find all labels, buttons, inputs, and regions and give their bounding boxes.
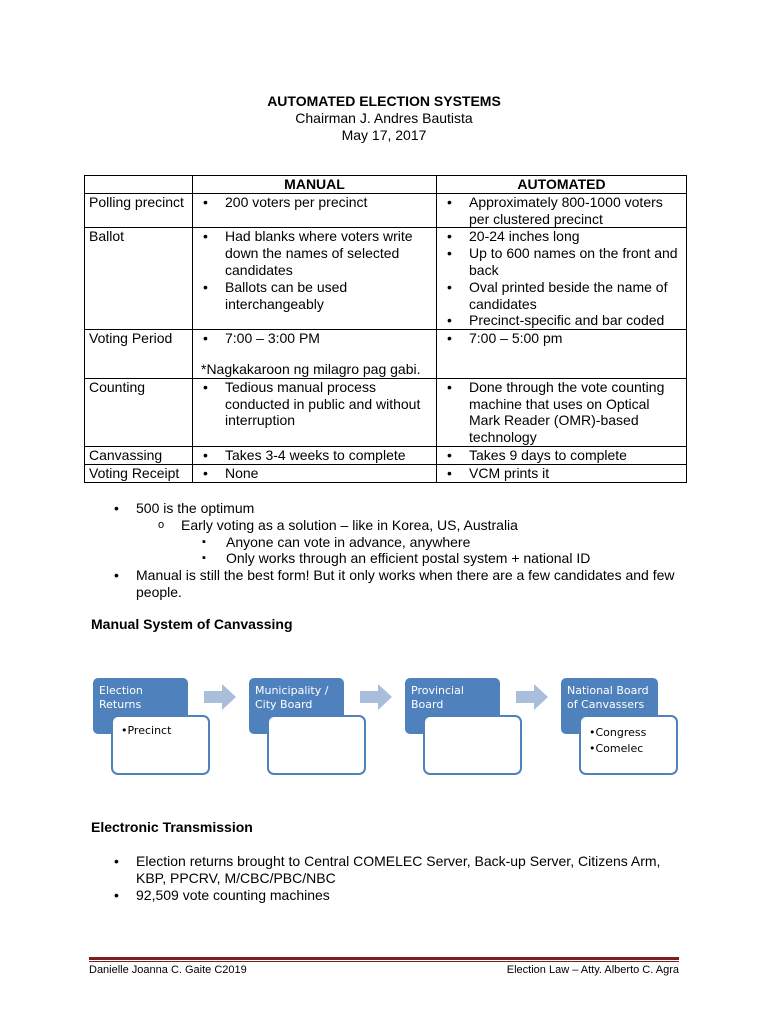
doc-date: May 17, 2017 — [341, 127, 427, 143]
table-row — [85, 464, 687, 482]
electronic-list — [110, 853, 690, 903]
list-item: • Done through the vote counting machine that uses on Optical Mark Reader (OMR)-based technology — [441, 379, 682, 446]
row-label: Polling precinct — [85, 193, 193, 228]
electronic-heading: Electronic Transmission — [91, 819, 253, 835]
manual-note: *Nagkakaroon ng milagro pag gabi. — [201, 360, 421, 377]
list-item: • Up to 600 names on the front and back — [441, 245, 682, 279]
list-item: • 20-24 inches long — [441, 228, 682, 245]
doc-subtitle: Chairman J. Andres Bautista — [295, 110, 473, 126]
footer-course: Election Law – Atty. Alberto C. Agra — [506, 964, 679, 976]
automated-cell — [437, 330, 687, 379]
flow-substep-box — [267, 715, 366, 775]
flow-substep-box — [579, 715, 678, 775]
page-footer — [89, 964, 679, 976]
list-item: • Approximately 800-1000 voters per clustered precinct — [441, 194, 682, 228]
flow-substep-box — [111, 715, 210, 775]
table-row — [85, 446, 687, 464]
document-header — [0, 93, 768, 144]
footer-author: Danielle Joanna C. Gaite C2019 — [89, 964, 247, 976]
list-item: • Had blanks where voters write down the names of selected candidates — [197, 228, 432, 278]
manual-cell — [193, 378, 437, 446]
manual-cell — [193, 464, 437, 482]
list-item: • None — [197, 465, 432, 482]
footer-divider-thin — [89, 961, 679, 962]
header-automated: AUTOMATED — [437, 176, 687, 194]
list-item: o Early voting as a solution – like in Korea, US, Australia — [110, 517, 690, 534]
automated-cell — [437, 193, 687, 228]
list-item: ▪ Only works through an efficient postal system + national ID — [110, 550, 690, 567]
right-arrow-icon — [516, 684, 548, 710]
right-arrow-icon — [204, 684, 236, 710]
flow-step-provincial-board: Provincial Board — [405, 678, 500, 734]
list-item: • Ballots can be used interchangeably — [197, 279, 432, 313]
table-row — [85, 193, 687, 228]
doc-title: AUTOMATED ELECTION SYSTEMS — [267, 93, 501, 109]
manual-cell — [193, 228, 437, 330]
table-header-row — [85, 176, 687, 194]
automated-cell — [437, 464, 687, 482]
list-item: • Takes 3-4 weeks to complete — [197, 447, 432, 464]
list-item: • 92,509 vote counting machines — [110, 887, 690, 904]
manual-cell — [193, 330, 437, 379]
manual-cell — [193, 193, 437, 228]
flow-substep-box — [423, 715, 522, 775]
flow-step-national-board-of-canvassers: National Board of Canvassers — [561, 678, 658, 734]
list-item: • 7:00 – 3:00 PM — [197, 330, 432, 347]
comparison-table — [84, 175, 687, 483]
row-label: Voting Receipt — [85, 464, 193, 482]
automated-cell — [437, 446, 687, 464]
automated-cell — [437, 378, 687, 446]
flow-subitem: •Precinct — [121, 724, 172, 737]
header-manual: MANUAL — [193, 176, 437, 194]
row-label: Voting Period — [85, 330, 193, 379]
row-label: Ballot — [85, 228, 193, 330]
list-item: • Manual is still the best form! But it only works when there are a few candidates and few people. — [110, 567, 690, 601]
flow-subitem: •Comelec — [589, 742, 644, 755]
list-item: • 7:00 – 5:00 pm — [441, 330, 682, 347]
row-label: Counting — [85, 378, 193, 446]
notes-list — [110, 500, 690, 601]
table-row — [85, 378, 687, 446]
list-item: • Takes 9 days to complete — [441, 447, 682, 464]
row-label: Canvassing — [85, 446, 193, 464]
list-item: • Precinct-specific and bar coded — [441, 312, 682, 329]
manual-cell — [193, 446, 437, 464]
flow-subitem: •Congress — [589, 726, 647, 739]
list-item: • Tedious manual process conducted in public and without interruption — [197, 379, 432, 429]
header-blank — [85, 176, 193, 194]
table-row — [85, 228, 687, 330]
automated-cell — [437, 228, 687, 330]
list-item: • Oval printed beside the name of candidates — [441, 279, 682, 313]
flow-step-election-returns: Election Returns — [93, 678, 188, 734]
right-arrow-icon — [360, 684, 392, 710]
table-row — [85, 330, 687, 379]
list-item: • VCM prints it — [441, 465, 682, 482]
canvassing-heading: Manual System of Canvassing — [91, 616, 293, 632]
footer-divider — [89, 957, 679, 960]
flow-step-municipality-city-board: Municipality / City Board — [249, 678, 344, 734]
list-item: ▪ Anyone can vote in advance, anywhere — [110, 534, 690, 551]
list-item: • Election returns brought to Central COMELEC Server, Back-up Server, Citizens Arm, KBP, PPCRV, M/CBC/PBC/NBC — [110, 853, 690, 887]
list-item: • 200 voters per precinct — [197, 194, 432, 211]
list-item: • 500 is the optimum — [110, 500, 690, 517]
